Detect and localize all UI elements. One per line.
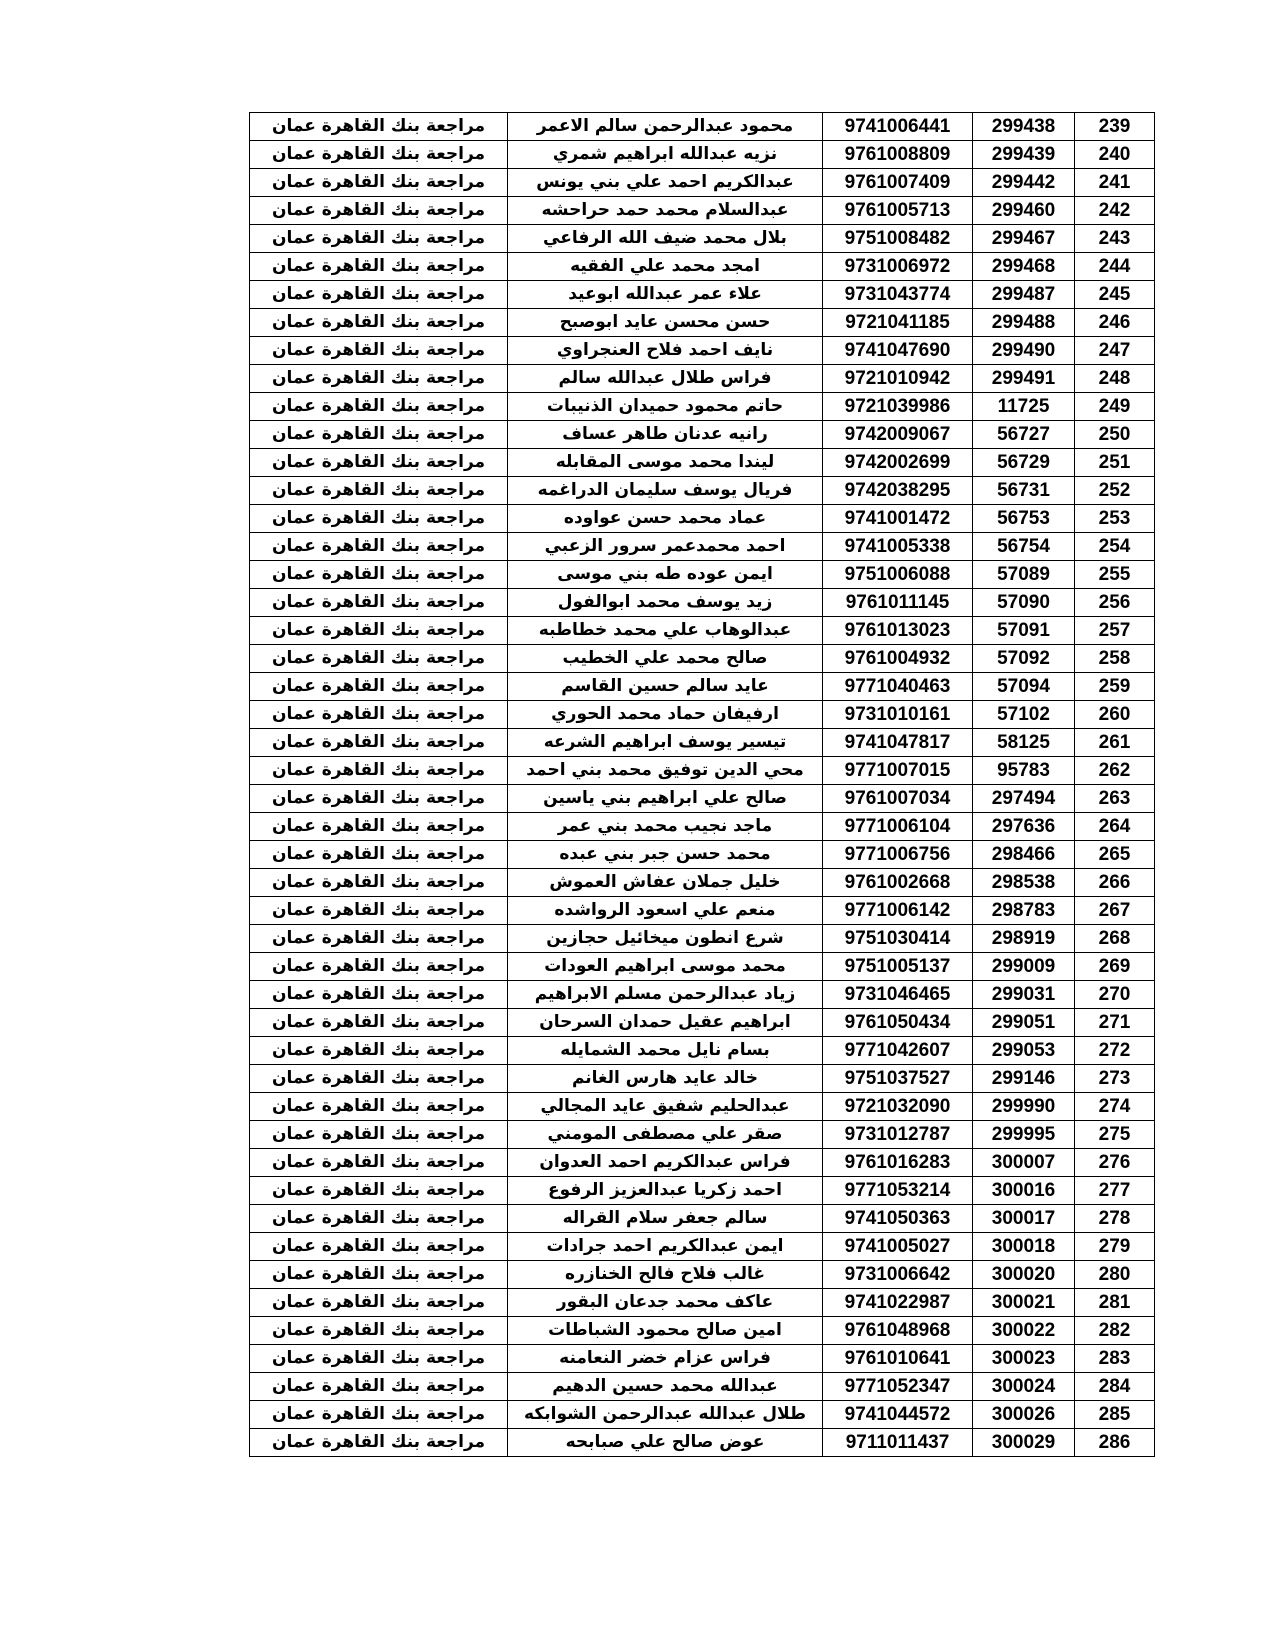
national-id-cell: 9771006104 [823, 813, 973, 841]
code-cell: 58125 [973, 729, 1075, 757]
sequence-cell: 242 [1075, 197, 1155, 225]
code-cell: 298538 [973, 869, 1075, 897]
name-cell: ابراهيم عقيل حمدان السرحان [508, 1009, 823, 1037]
status-cell: مراجعة بنك القاهرة عمان [250, 1401, 508, 1429]
code-cell: 300020 [973, 1261, 1075, 1289]
status-cell: مراجعة بنك القاهرة عمان [250, 1345, 508, 1373]
table-row [250, 113, 1155, 141]
national-id-cell: 9741005338 [823, 533, 973, 561]
name-cell: ايمن عبدالكريم احمد جرادات [508, 1233, 823, 1261]
code-cell: 57091 [973, 617, 1075, 645]
national-id-cell: 9761011145 [823, 589, 973, 617]
table-row [250, 1177, 1155, 1205]
code-cell: 299467 [973, 225, 1075, 253]
national-id-cell: 9761004932 [823, 645, 973, 673]
code-cell: 298919 [973, 925, 1075, 953]
name-cell: نايف احمد فلاح العنجراوي [508, 337, 823, 365]
sequence-cell: 252 [1075, 477, 1155, 505]
national-id-cell: 9771006142 [823, 897, 973, 925]
name-cell: خالد عايد هارس الغانم [508, 1065, 823, 1093]
national-id-cell: 9761048968 [823, 1317, 973, 1345]
code-cell: 299442 [973, 169, 1075, 197]
name-cell: زياد عبدالرحمن مسلم الابراهيم [508, 981, 823, 1009]
table-row [250, 1289, 1155, 1317]
name-cell: علاء عمر عبدالله ابوعيد [508, 281, 823, 309]
sequence-cell: 240 [1075, 141, 1155, 169]
status-cell: مراجعة بنك القاهرة عمان [250, 449, 508, 477]
name-cell: صالح علي ابراهيم بني ياسين [508, 785, 823, 813]
table-row [250, 1373, 1155, 1401]
name-cell: ارفيفان حماد محمد الحوري [508, 701, 823, 729]
status-cell: مراجعة بنك القاهرة عمان [250, 141, 508, 169]
national-id-cell: 9751008482 [823, 225, 973, 253]
sequence-cell: 266 [1075, 869, 1155, 897]
sequence-cell: 281 [1075, 1289, 1155, 1317]
table-row [250, 1317, 1155, 1345]
sequence-cell: 283 [1075, 1345, 1155, 1373]
national-id-cell: 9731012787 [823, 1121, 973, 1149]
code-cell: 57102 [973, 701, 1075, 729]
status-cell: مراجعة بنك القاهرة عمان [250, 841, 508, 869]
status-cell: مراجعة بنك القاهرة عمان [250, 1289, 508, 1317]
national-id-cell: 9711011437 [823, 1429, 973, 1457]
table-row [250, 701, 1155, 729]
table-row [250, 365, 1155, 393]
table-row [250, 1429, 1155, 1457]
national-id-cell: 9761008809 [823, 141, 973, 169]
national-id-cell: 9761013023 [823, 617, 973, 645]
code-cell: 300017 [973, 1205, 1075, 1233]
national-id-cell: 9771052347 [823, 1373, 973, 1401]
name-cell: زيد يوسف محمد ابوالفول [508, 589, 823, 617]
status-cell: مراجعة بنك القاهرة عمان [250, 281, 508, 309]
name-cell: تيسير يوسف ابراهيم الشرعه [508, 729, 823, 757]
national-id-cell: 9741022987 [823, 1289, 973, 1317]
sequence-cell: 244 [1075, 253, 1155, 281]
code-cell: 299053 [973, 1037, 1075, 1065]
status-cell: مراجعة بنك القاهرة عمان [250, 337, 508, 365]
code-cell: 299051 [973, 1009, 1075, 1037]
name-cell: منعم علي اسعود الرواشده [508, 897, 823, 925]
status-cell: مراجعة بنك القاهرة عمان [250, 1093, 508, 1121]
code-cell: 57090 [973, 589, 1075, 617]
status-cell: مراجعة بنك القاهرة عمان [250, 645, 508, 673]
national-id-cell: 9741001472 [823, 505, 973, 533]
name-cell: صقر علي مصطفى المومني [508, 1121, 823, 1149]
table-row [250, 337, 1155, 365]
sequence-cell: 276 [1075, 1149, 1155, 1177]
table-row [250, 449, 1155, 477]
national-id-cell: 9742038295 [823, 477, 973, 505]
status-cell: مراجعة بنك القاهرة عمان [250, 225, 508, 253]
status-cell: مراجعة بنك القاهرة عمان [250, 1177, 508, 1205]
status-cell: مراجعة بنك القاهرة عمان [250, 729, 508, 757]
national-id-cell: 9741005027 [823, 1233, 973, 1261]
sequence-cell: 253 [1075, 505, 1155, 533]
code-cell: 11725 [973, 393, 1075, 421]
name-cell: عماد محمد حسن عواوده [508, 505, 823, 533]
sequence-cell: 275 [1075, 1121, 1155, 1149]
status-cell: مراجعة بنك القاهرة عمان [250, 785, 508, 813]
sequence-cell: 250 [1075, 421, 1155, 449]
sequence-cell: 248 [1075, 365, 1155, 393]
status-cell: مراجعة بنك القاهرة عمان [250, 1317, 508, 1345]
national-id-cell: 9731006972 [823, 253, 973, 281]
sequence-cell: 257 [1075, 617, 1155, 645]
name-cell: فراس عبدالكريم احمد العدوان [508, 1149, 823, 1177]
table-row [250, 477, 1155, 505]
code-cell: 56753 [973, 505, 1075, 533]
name-cell: خليل جملان عفاش العموش [508, 869, 823, 897]
sequence-cell: 259 [1075, 673, 1155, 701]
status-cell: مراجعة بنك القاهرة عمان [250, 505, 508, 533]
table-row [250, 169, 1155, 197]
code-cell: 300018 [973, 1233, 1075, 1261]
table-row [250, 253, 1155, 281]
name-cell: فراس عزام خضر النعامنه [508, 1345, 823, 1373]
status-cell: مراجعة بنك القاهرة عمان [250, 925, 508, 953]
code-cell: 299487 [973, 281, 1075, 309]
status-cell: مراجعة بنك القاهرة عمان [250, 813, 508, 841]
sequence-cell: 278 [1075, 1205, 1155, 1233]
status-cell: مراجعة بنك القاهرة عمان [250, 981, 508, 1009]
code-cell: 300016 [973, 1177, 1075, 1205]
name-cell: عايد سالم حسين القاسم [508, 673, 823, 701]
table-row [250, 281, 1155, 309]
sequence-cell: 265 [1075, 841, 1155, 869]
table-row [250, 141, 1155, 169]
table-row [250, 617, 1155, 645]
name-cell: ماجد نجيب محمد بني عمر [508, 813, 823, 841]
name-cell: نزيه عبدالله ابراهيم شمري [508, 141, 823, 169]
name-cell: عبدالسلام محمد حمد حراحشه [508, 197, 823, 225]
sequence-cell: 277 [1075, 1177, 1155, 1205]
national-id-cell: 9771053214 [823, 1177, 973, 1205]
national-id-cell: 9731046465 [823, 981, 973, 1009]
code-cell: 299438 [973, 113, 1075, 141]
status-cell: مراجعة بنك القاهرة عمان [250, 197, 508, 225]
name-cell: محي الدين توفيق محمد بني احمد [508, 757, 823, 785]
code-cell: 56729 [973, 449, 1075, 477]
sequence-cell: 241 [1075, 169, 1155, 197]
status-cell: مراجعة بنك القاهرة عمان [250, 1205, 508, 1233]
national-id-cell: 9721010942 [823, 365, 973, 393]
code-cell: 300023 [973, 1345, 1075, 1373]
national-id-cell: 9741006441 [823, 113, 973, 141]
sequence-cell: 273 [1075, 1065, 1155, 1093]
table-row [250, 197, 1155, 225]
status-cell: مراجعة بنك القاهرة عمان [250, 1429, 508, 1457]
table-row [250, 393, 1155, 421]
status-cell: مراجعة بنك القاهرة عمان [250, 309, 508, 337]
national-id-cell: 9761002668 [823, 869, 973, 897]
code-cell: 298466 [973, 841, 1075, 869]
sequence-cell: 251 [1075, 449, 1155, 477]
name-cell: فراس طلال عبدالله سالم [508, 365, 823, 393]
sequence-cell: 260 [1075, 701, 1155, 729]
status-cell: مراجعة بنك القاهرة عمان [250, 169, 508, 197]
status-cell: مراجعة بنك القاهرة عمان [250, 1121, 508, 1149]
status-cell: مراجعة بنك القاهرة عمان [250, 533, 508, 561]
national-id-cell: 9731006642 [823, 1261, 973, 1289]
table-row [250, 1345, 1155, 1373]
code-cell: 299468 [973, 253, 1075, 281]
sequence-cell: 239 [1075, 113, 1155, 141]
status-cell: مراجعة بنك القاهرة عمان [250, 897, 508, 925]
code-cell: 57092 [973, 645, 1075, 673]
table-row [250, 561, 1155, 589]
table-row [250, 1093, 1155, 1121]
table-row [250, 953, 1155, 981]
name-cell: بسام نايل محمد الشمايله [508, 1037, 823, 1065]
code-cell: 299995 [973, 1121, 1075, 1149]
national-id-cell: 9721032090 [823, 1093, 973, 1121]
table-row [250, 1149, 1155, 1177]
name-cell: سالم جعفر سلام القراله [508, 1205, 823, 1233]
sequence-cell: 268 [1075, 925, 1155, 953]
code-cell: 56754 [973, 533, 1075, 561]
national-id-cell: 9761007409 [823, 169, 973, 197]
status-cell: مراجعة بنك القاهرة عمان [250, 477, 508, 505]
national-id-cell: 9751030414 [823, 925, 973, 953]
status-cell: مراجعة بنك القاهرة عمان [250, 561, 508, 589]
national-id-cell: 9731043774 [823, 281, 973, 309]
sequence-cell: 264 [1075, 813, 1155, 841]
table-row [250, 1121, 1155, 1149]
national-id-cell: 9741047690 [823, 337, 973, 365]
table-row [250, 925, 1155, 953]
national-id-cell: 9742009067 [823, 421, 973, 449]
sequence-cell: 262 [1075, 757, 1155, 785]
status-cell: مراجعة بنك القاهرة عمان [250, 701, 508, 729]
table-row [250, 589, 1155, 617]
sequence-cell: 261 [1075, 729, 1155, 757]
national-id-cell: 9761016283 [823, 1149, 973, 1177]
national-id-cell: 9741050363 [823, 1205, 973, 1233]
code-cell: 299491 [973, 365, 1075, 393]
name-cell: عبدالله محمد حسين الدهيم [508, 1373, 823, 1401]
name-cell: غالب فلاح فالح الخنازره [508, 1261, 823, 1289]
code-cell: 300029 [973, 1429, 1075, 1457]
status-cell: مراجعة بنك القاهرة عمان [250, 1149, 508, 1177]
code-cell: 299490 [973, 337, 1075, 365]
name-cell: رانيه عدنان طاهر عساف [508, 421, 823, 449]
name-cell: محمد حسن جبر بني عبده [508, 841, 823, 869]
code-cell: 297494 [973, 785, 1075, 813]
sequence-cell: 271 [1075, 1009, 1155, 1037]
national-id-cell: 9751005137 [823, 953, 973, 981]
name-cell: حسن محسن عايد ابوصبح [508, 309, 823, 337]
national-id-cell: 9771042607 [823, 1037, 973, 1065]
sequence-cell: 255 [1075, 561, 1155, 589]
sequence-cell: 245 [1075, 281, 1155, 309]
table-row [250, 841, 1155, 869]
table-row [250, 729, 1155, 757]
status-cell: مراجعة بنك القاهرة عمان [250, 1233, 508, 1261]
status-cell: مراجعة بنك القاهرة عمان [250, 253, 508, 281]
sequence-cell: 249 [1075, 393, 1155, 421]
national-id-cell: 9721039986 [823, 393, 973, 421]
national-id-cell: 9761007034 [823, 785, 973, 813]
table-row [250, 421, 1155, 449]
table-row [250, 505, 1155, 533]
name-cell: ليندا محمد موسى المقابله [508, 449, 823, 477]
name-cell: احمد زكريا عبدالعزيز الرفوع [508, 1177, 823, 1205]
status-cell: مراجعة بنك القاهرة عمان [250, 953, 508, 981]
sequence-cell: 256 [1075, 589, 1155, 617]
sequence-cell: 280 [1075, 1261, 1155, 1289]
code-cell: 56731 [973, 477, 1075, 505]
name-cell: شرع انطون ميخائيل حجازين [508, 925, 823, 953]
table-row [250, 1233, 1155, 1261]
code-cell: 299990 [973, 1093, 1075, 1121]
name-cell: فريال يوسف سليمان الدراغمه [508, 477, 823, 505]
status-cell: مراجعة بنك القاهرة عمان [250, 757, 508, 785]
code-cell: 300007 [973, 1149, 1075, 1177]
name-cell: محمود عبدالرحمن سالم الاعمر [508, 113, 823, 141]
code-cell: 299460 [973, 197, 1075, 225]
table-row [250, 1261, 1155, 1289]
sequence-cell: 270 [1075, 981, 1155, 1009]
national-id-cell: 9771006756 [823, 841, 973, 869]
name-cell: حاتم محمود حميدان الذنيبات [508, 393, 823, 421]
status-cell: مراجعة بنك القاهرة عمان [250, 393, 508, 421]
table-row [250, 309, 1155, 337]
national-id-cell: 9761005713 [823, 197, 973, 225]
status-cell: مراجعة بنك القاهرة عمان [250, 1009, 508, 1037]
code-cell: 299488 [973, 309, 1075, 337]
code-cell: 300022 [973, 1317, 1075, 1345]
table-row [250, 533, 1155, 561]
table-row [250, 869, 1155, 897]
sequence-cell: 272 [1075, 1037, 1155, 1065]
sequence-cell: 282 [1075, 1317, 1155, 1345]
sequence-cell: 243 [1075, 225, 1155, 253]
table-row [250, 645, 1155, 673]
table-row [250, 981, 1155, 1009]
national-id-cell: 9742002699 [823, 449, 973, 477]
status-cell: مراجعة بنك القاهرة عمان [250, 421, 508, 449]
name-cell: ايمن عوده طه بني موسى [508, 561, 823, 589]
code-cell: 56727 [973, 421, 1075, 449]
sequence-cell: 286 [1075, 1429, 1155, 1457]
name-cell: عبدالوهاب علي محمد خطاطبه [508, 617, 823, 645]
name-cell: احمد محمدعمر سرور الزعبي [508, 533, 823, 561]
sequence-cell: 263 [1075, 785, 1155, 813]
status-cell: مراجعة بنك القاهرة عمان [250, 1065, 508, 1093]
table-row [250, 1205, 1155, 1233]
table-row [250, 225, 1155, 253]
sequence-cell: 258 [1075, 645, 1155, 673]
code-cell: 57089 [973, 561, 1075, 589]
name-cell: امين صالح محمود الشباطات [508, 1317, 823, 1345]
name-cell: عاكف محمد جدعان البقور [508, 1289, 823, 1317]
national-id-cell: 9751037527 [823, 1065, 973, 1093]
table-row [250, 1065, 1155, 1093]
table-row [250, 1009, 1155, 1037]
sequence-cell: 246 [1075, 309, 1155, 337]
code-cell: 299439 [973, 141, 1075, 169]
national-id-cell: 9771040463 [823, 673, 973, 701]
status-cell: مراجعة بنك القاهرة عمان [250, 1373, 508, 1401]
national-id-cell: 9761050434 [823, 1009, 973, 1037]
status-cell: مراجعة بنك القاهرة عمان [250, 589, 508, 617]
sequence-cell: 274 [1075, 1093, 1155, 1121]
name-cell: بلال محمد ضيف الله الرفاعي [508, 225, 823, 253]
code-cell: 299146 [973, 1065, 1075, 1093]
national-id-cell: 9761010641 [823, 1345, 973, 1373]
status-cell: مراجعة بنك القاهرة عمان [250, 365, 508, 393]
national-id-cell: 9741047817 [823, 729, 973, 757]
national-id-cell: 9731010161 [823, 701, 973, 729]
name-cell: امجد محمد علي الفقيه [508, 253, 823, 281]
status-cell: مراجعة بنك القاهرة عمان [250, 869, 508, 897]
table-row [250, 785, 1155, 813]
code-cell: 300026 [973, 1401, 1075, 1429]
name-cell: عبدالحليم شفيق عايد المجالي [508, 1093, 823, 1121]
code-cell: 95783 [973, 757, 1075, 785]
name-cell: عبدالكريم احمد علي بني يونس [508, 169, 823, 197]
status-cell: مراجعة بنك القاهرة عمان [250, 113, 508, 141]
sequence-cell: 267 [1075, 897, 1155, 925]
code-cell: 57094 [973, 673, 1075, 701]
table-row [250, 757, 1155, 785]
code-cell: 297636 [973, 813, 1075, 841]
code-cell: 300021 [973, 1289, 1075, 1317]
name-cell: عوض صالح علي صبابحه [508, 1429, 823, 1457]
table-row [250, 813, 1155, 841]
national-id-cell: 9721041185 [823, 309, 973, 337]
sequence-cell: 247 [1075, 337, 1155, 365]
code-cell: 299031 [973, 981, 1075, 1009]
table-row [250, 897, 1155, 925]
name-cell: طلال عبدالله عبدالرحمن الشوابكه [508, 1401, 823, 1429]
sequence-cell: 254 [1075, 533, 1155, 561]
national-id-cell: 9751006088 [823, 561, 973, 589]
code-cell: 298783 [973, 897, 1075, 925]
records-table [249, 112, 1155, 1457]
table-row [250, 1037, 1155, 1065]
name-cell: محمد موسى ابراهيم العودات [508, 953, 823, 981]
table-row [250, 673, 1155, 701]
sequence-cell: 269 [1075, 953, 1155, 981]
national-id-cell: 9771007015 [823, 757, 973, 785]
sequence-cell: 279 [1075, 1233, 1155, 1261]
sequence-cell: 285 [1075, 1401, 1155, 1429]
status-cell: مراجعة بنك القاهرة عمان [250, 617, 508, 645]
status-cell: مراجعة بنك القاهرة عمان [250, 1261, 508, 1289]
status-cell: مراجعة بنك القاهرة عمان [250, 1037, 508, 1065]
national-id-cell: 9741044572 [823, 1401, 973, 1429]
name-cell: صالح محمد علي الخطيب [508, 645, 823, 673]
records-body [250, 113, 1155, 1457]
status-cell: مراجعة بنك القاهرة عمان [250, 673, 508, 701]
code-cell: 299009 [973, 953, 1075, 981]
sequence-cell: 284 [1075, 1373, 1155, 1401]
code-cell: 300024 [973, 1373, 1075, 1401]
table-row [250, 1401, 1155, 1429]
